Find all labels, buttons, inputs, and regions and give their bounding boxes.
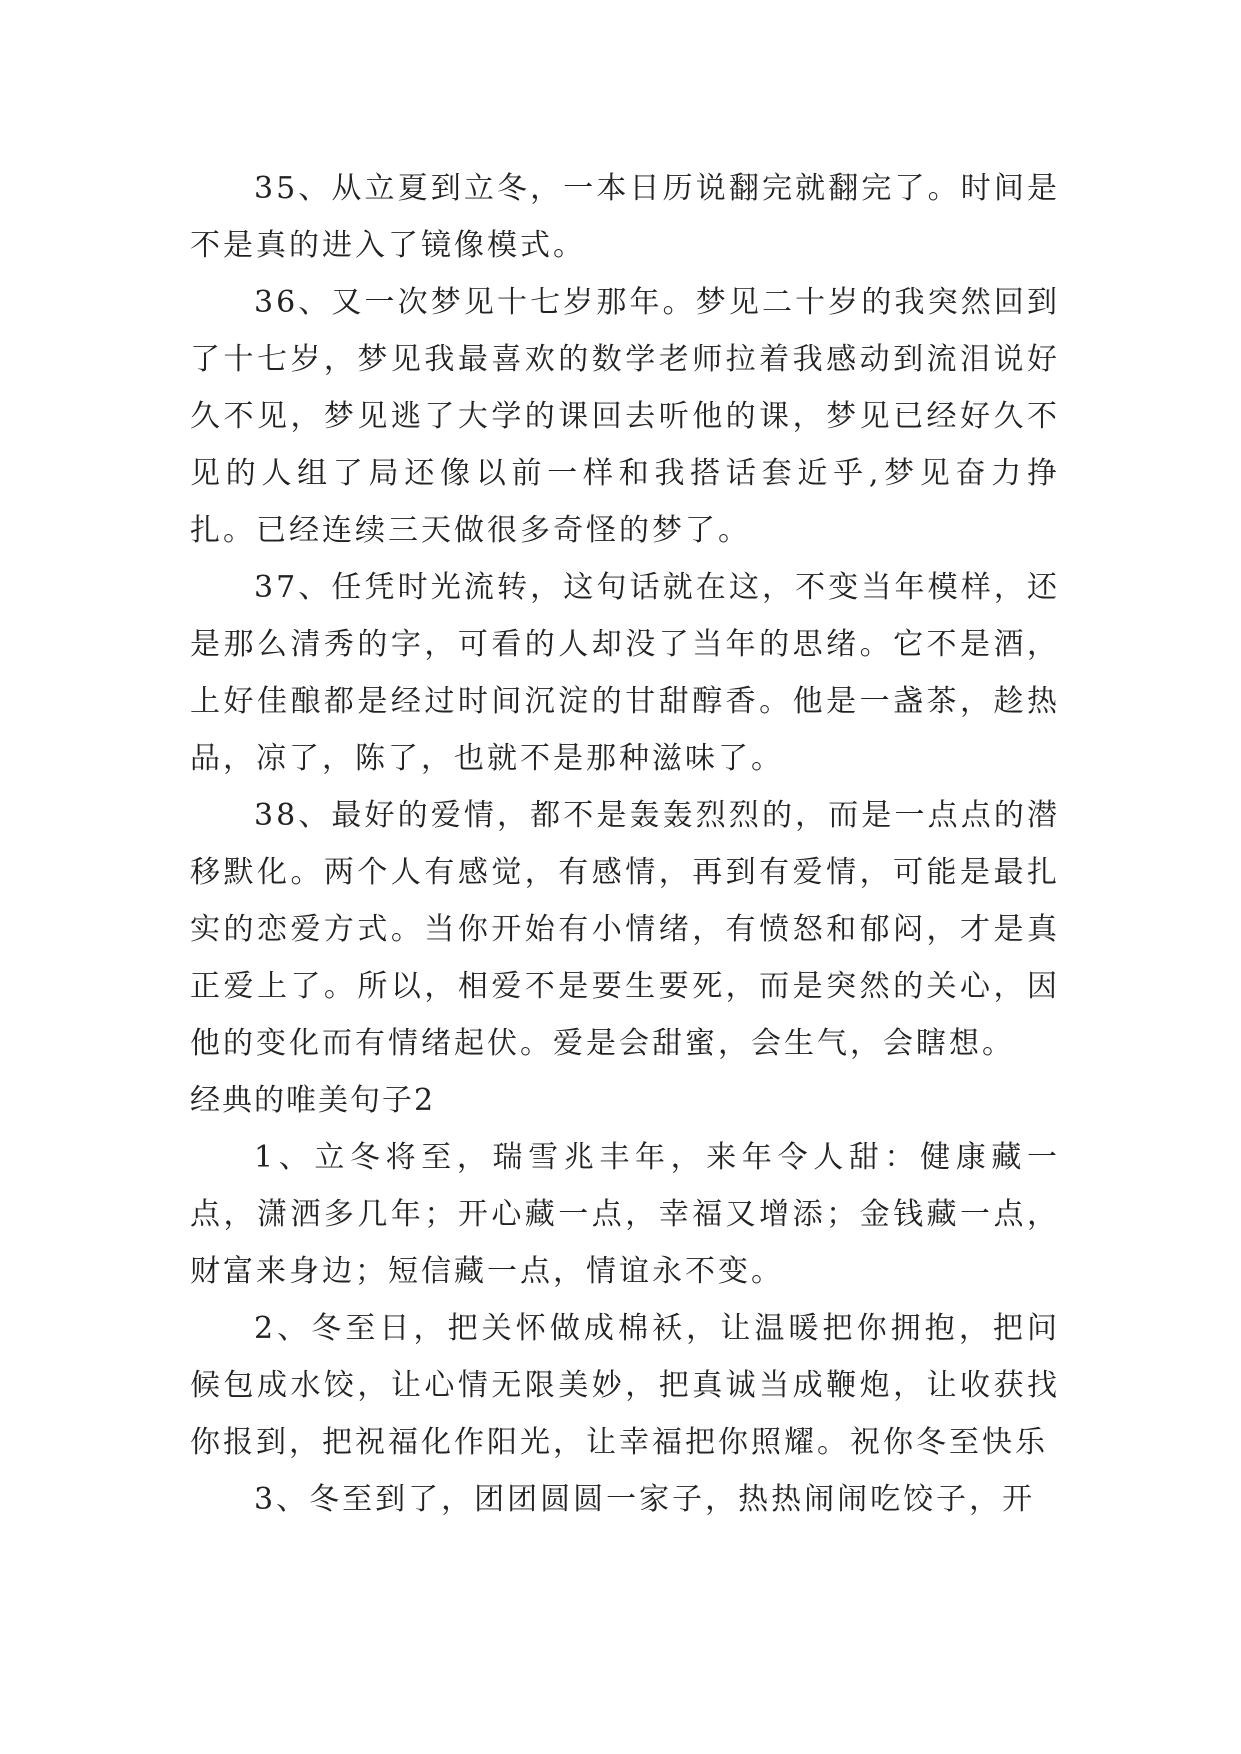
paragraph-38: 38、最好的爱情，都不是轰轰烈烈的，而是一点点的潜移默化。两个人有感觉，有感情，再到有爱情，可能是最扎实的恋爱方式。当你开始有小情绪，有愤怒和郁闷，才是真正爱上了。所以，相爱不是要生要死，而是突然的关心，因他的变化而有情绪起伏。爱是会甜蜜，会生气，会瞎想。 (190, 798, 1060, 1061)
paragraph-37: 37、任凭时光流转，这句话就在这，不变当年模样，还是那么清秀的字，可看的人却没了当年的思绪。它不是酒，上好佳酿都是经过时间沉淀的甘甜醇香。他是一盏茶，趁热品，凉了，陈了，也就不是那种滋味了。 (190, 570, 1060, 776)
section-heading: 经典的唯美句子2 (190, 1083, 436, 1118)
paragraph-36: 36、又一次梦见十七岁那年。梦见二十岁的我突然回到了十七岁，梦见我最喜欢的数学老师拉着我感动到流泪说好久不见，梦见逃了大学的课回去听他的课，梦见已经好久不见的人组了局还像以前一样和我搭话套近乎,梦见奋力挣扎。已经连续三天做很多奇怪的梦了。 (190, 285, 1060, 548)
paragraph-1: 1、立冬将至，瑞雪兆丰年，来年令人甜：健康藏一点，潇洒多几年；开心藏一点，幸福又增添；金钱藏一点，财富来身边；短信藏一点，情谊永不变。 (190, 1140, 1060, 1289)
paragraph-35: 35、从立夏到立冬，一本日历说翻完就翻完了。时间是不是真的进入了镜像模式。 (190, 171, 1060, 263)
paragraph-2: 2、冬至日，把关怀做成棉袄，让温暖把你拥抱，把问候包成水饺，让心情无限美妙，把真诚当成鞭炮，让收获找你报到，把祝福化作阳光，让幸福把你照耀。祝你冬至快乐 (190, 1311, 1060, 1460)
paragraph-3: 3、冬至到了，团团圆圆一家子，热热闹闹吃饺子，开 (254, 1482, 1036, 1517)
document-body (190, 160, 1060, 1528)
